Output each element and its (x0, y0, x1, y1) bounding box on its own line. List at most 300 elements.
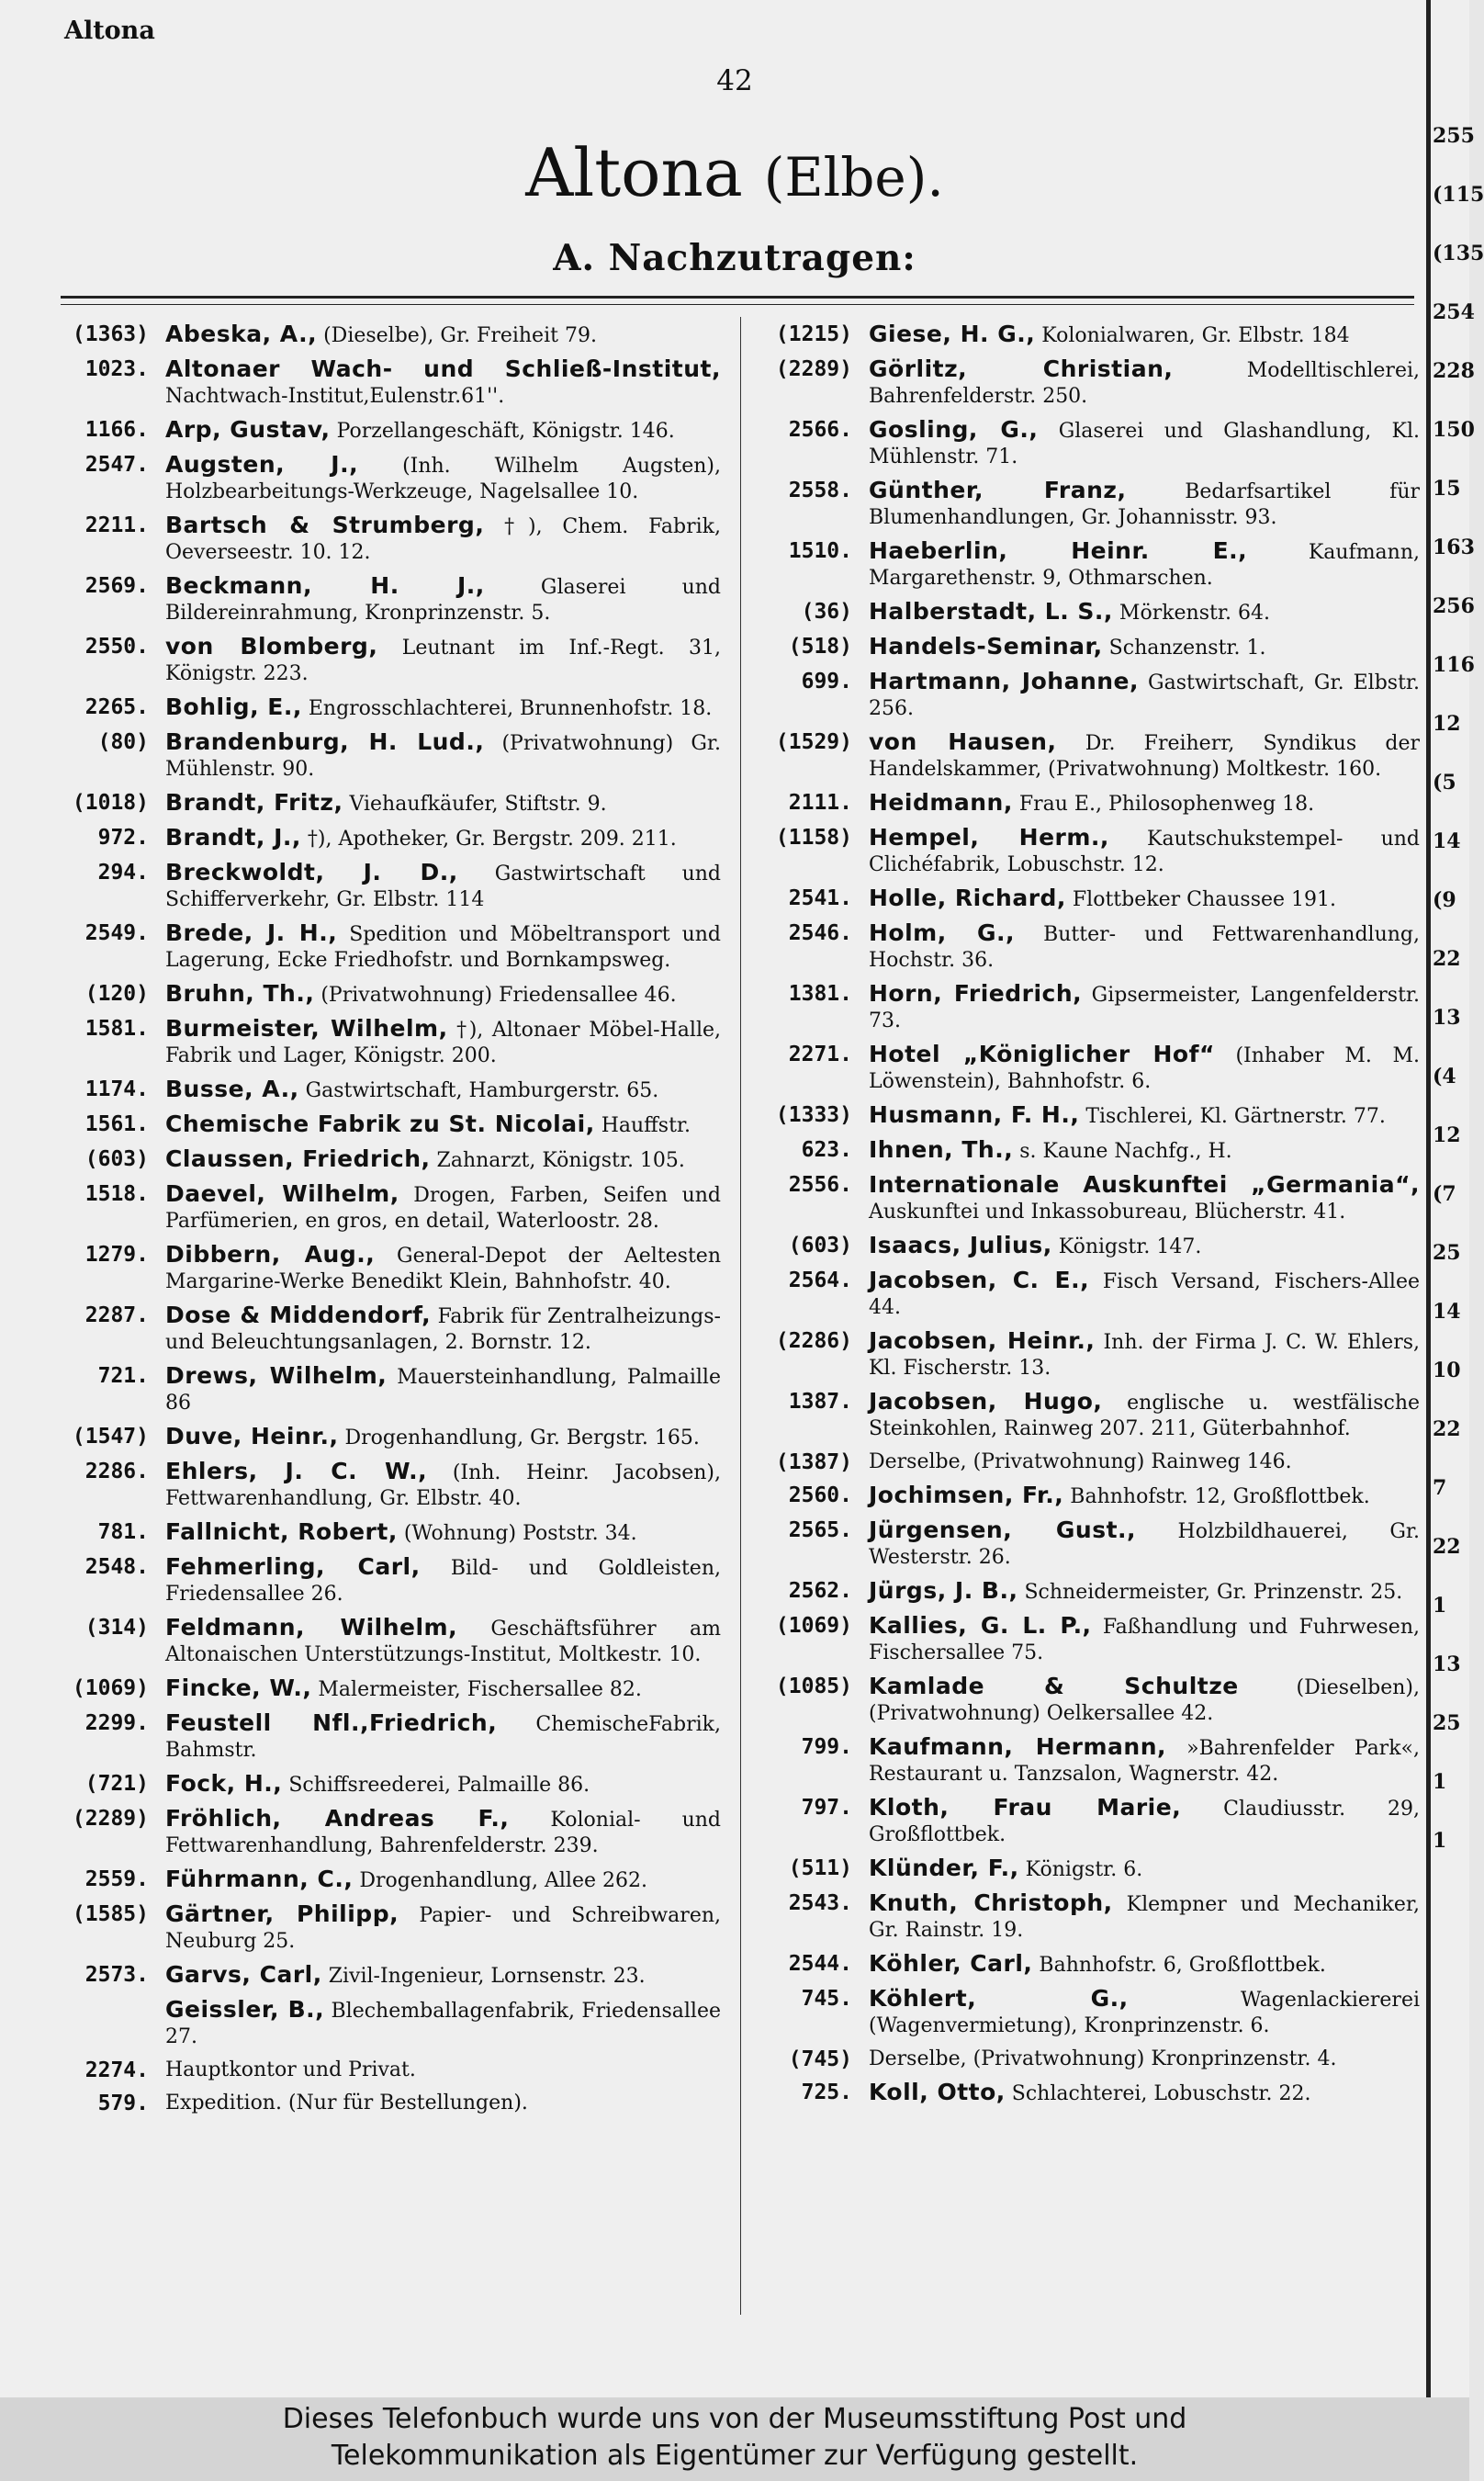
entry-text (149, 1710, 721, 1764)
directory-entry (55, 825, 721, 852)
subscriber-name: Kamlade & Schultze (869, 1673, 1239, 1699)
subscriber-name: Gosling, G., (869, 416, 1039, 443)
phone-number: 781. (97, 1520, 149, 1544)
entry-details: Kolonial- und Fettwarenhandlung, Bahrenfelderstr. 239. (165, 1809, 721, 1857)
subscriber-name: Gärtner, Philipp, (165, 1900, 399, 1927)
entry-text (852, 1042, 1420, 1095)
directory-entry (55, 513, 721, 566)
entry-text (852, 321, 1420, 349)
subscriber-name: Busse, A., (165, 1076, 299, 1102)
margin-number: (135 (1433, 242, 1484, 265)
phone-number: 1174. (84, 1077, 149, 1101)
phone-number: (1018) (72, 791, 149, 815)
entry-details: Drogen, Farben, Seifen und Parfümerien, en gros, en detail, Waterloostr. 28. (165, 1184, 721, 1233)
entry-text (852, 729, 1420, 783)
subscriber-name: Koll, Otto, (869, 2079, 1006, 2105)
entry-text (852, 1137, 1420, 1165)
subscriber-name: Jacobsen, Hugo, (869, 1388, 1103, 1415)
entry-text (149, 1016, 721, 1069)
entry-details: Kolonialwaren, Gr. Elbstr. 184 (1041, 324, 1350, 347)
directory-entry (55, 1146, 721, 1174)
directory-entry (55, 2091, 721, 2116)
directory-entry (55, 1459, 721, 1512)
entry-text (852, 1578, 1420, 1606)
subscriber-name: Brede, J. H., (165, 919, 338, 946)
entry-details: Engrosschlachterei, Brunnenhofstr. 18. (308, 697, 713, 720)
phone-number: 1023. (84, 357, 149, 381)
phone-number: 2287. (84, 1303, 149, 1327)
entry-details: Leutnant im Inf.-Regt. 31, Königstr. 223. (165, 637, 721, 685)
phone-number: 2565. (788, 1518, 852, 1542)
phone-number: 623. (801, 1138, 852, 1162)
entry-details: Faßhandlung und Fuhrwesen, Fischersallee 75. (869, 1616, 1420, 1664)
entry-text (149, 981, 721, 1009)
directory-entry (759, 2080, 1420, 2107)
entry-text (852, 790, 1420, 818)
entry-text (149, 573, 721, 626)
directory-entry (759, 1890, 1420, 1944)
left-column (55, 321, 721, 2124)
margin-number: 22 (1433, 1535, 1461, 1559)
subscriber-name: Führmann, C., (165, 1866, 354, 1892)
entry-text (149, 1962, 721, 1990)
entry-details: Bahnhofstr. 6, Großflottbek. (1039, 1954, 1326, 1977)
entry-text (149, 1242, 721, 1295)
entry-text (149, 920, 721, 974)
entry-details: »Bahrenfelder Park«, Restaurant u. Tanzsalon, Wagnerstr. 42. (869, 1737, 1420, 1786)
directory-entry (759, 478, 1420, 531)
subscriber-name: Breckwoldt, J. D., (165, 859, 458, 885)
directory-entry (55, 729, 721, 783)
entry-text (852, 478, 1420, 531)
entry-details: Nachtwach-Institut,Eulenstr.61''. (165, 385, 505, 408)
phone-number: 2211. (84, 513, 149, 537)
phone-number: (1387) (775, 1450, 852, 1474)
entry-text (852, 1613, 1420, 1666)
subscriber-name: Fehmerling, Carl, (165, 1553, 421, 1580)
directory-entry (55, 1181, 721, 1235)
subscriber-name: Holle, Richard, (869, 885, 1066, 911)
entry-text (149, 1554, 721, 1607)
entry-details: Bahnhofstr. 12, Großflottbek. (1070, 1485, 1370, 1508)
directory-entry (759, 1734, 1420, 1787)
subscriber-name: Horn, Friedrich, (869, 980, 1083, 1007)
subscriber-name: Köhlert, G., (869, 1985, 1129, 2012)
directory-entry (55, 1363, 721, 1416)
entry-details: Derselbe, (Privatwohnung) Rainweg 146. (869, 1450, 1292, 1473)
subscriber-name: Hartmann, Johanne, (869, 668, 1139, 694)
entry-text (852, 1102, 1420, 1130)
margin-number: 13 (1433, 1006, 1461, 1030)
phone-number: 2274. (84, 2058, 149, 2082)
footer-line-2: Telekommunikation als Eigentümer zur Verfügung gestellt. (331, 2440, 1139, 2472)
subscriber-name: Knuth, Christoph, (869, 1889, 1113, 1916)
directory-entry (759, 599, 1420, 626)
footer-line-1: Dieses Telefonbuch wurde uns von der Museumsstiftung Post und (282, 2403, 1187, 2435)
entry-text (852, 1328, 1420, 1381)
directory-entry (759, 1172, 1420, 1225)
directory-entry (55, 573, 721, 626)
phone-number: (2289) (72, 1807, 149, 1831)
phone-number: 2286. (84, 1460, 149, 1483)
entry-details: Dr. Freiherr, Syndikus der Handelskammer, (Privatwohnung) Moltkestr. 160. (869, 732, 1420, 781)
entry-details: Schlachterei, Lobuschstr. 22. (1011, 2082, 1311, 2105)
phone-number: 1279. (84, 1243, 149, 1267)
directory-entry (759, 1268, 1420, 1321)
entry-details: (Privatwohnung) Gr. Mühlenstr. 90. (165, 732, 722, 781)
entry-text (149, 694, 721, 722)
subscriber-name: Bohlig, E., (165, 694, 302, 720)
entry-details: †), Chem. Fabrik, Oeverseestr. 10. 12. (165, 515, 721, 564)
directory-entry (55, 1615, 721, 1668)
margin-number: 22 (1433, 947, 1461, 971)
subscriber-name: Holm, G., (869, 919, 1015, 946)
entry-details: Wagenlackiererei (Wagenvermietung), Kronprinzenstr. 6. (869, 1989, 1420, 2037)
entry-details: (Privatwohnung) Friedensallee 46. (320, 984, 677, 1007)
entry-text (852, 885, 1420, 913)
directory-entry (55, 452, 721, 505)
margin-number: 10 (1433, 1359, 1461, 1382)
directory-entry (759, 669, 1420, 722)
entry-details: †), Altonaer Möbel-Halle, Fabrik und Lager, Königstr. 200. (165, 1019, 721, 1067)
entry-details: s. Kaune Nachfg., H. (1019, 1140, 1232, 1163)
entry-details: Gipsermeister, Langenfelderstr. 73. (869, 984, 1420, 1032)
running-head: Altona (64, 17, 155, 45)
phone-number: 2548. (84, 1555, 149, 1579)
subscriber-name: Halberstadt, L. S., (869, 598, 1113, 625)
subscriber-name: Geissler, B., (165, 1996, 325, 2023)
entry-details: Hauptkontor und Privat. (165, 2058, 416, 2081)
directory-entry (759, 1986, 1420, 2039)
entry-details: Drogenhandlung, Allee 262. (359, 1869, 647, 1892)
entry-text (149, 1806, 721, 1859)
right-column (759, 321, 1420, 2114)
entry-text (149, 2058, 721, 2083)
phone-number: 699. (801, 670, 852, 694)
entry-details: Claudiusstr. 29, Großflottbek. (869, 1798, 1420, 1846)
subscriber-name: Dose & Middendorf, (165, 1302, 432, 1328)
entry-text (852, 1674, 1420, 1727)
entry-details: Drogenhandlung, Gr. Bergstr. 165. (344, 1427, 700, 1449)
subscriber-name: Fincke, W., (165, 1675, 312, 1701)
entry-text (852, 1517, 1420, 1571)
entry-text (852, 825, 1420, 878)
subscriber-name: Görlitz, Christian, (869, 355, 1174, 382)
entry-details: Porzellangeschäft, Königstr. 146. (336, 420, 675, 443)
entry-details: Auskunftei und Inkassobureau, Blücherstr. 41. (869, 1201, 1346, 1224)
margin-number: (4 (1433, 1065, 1456, 1088)
entry-text (852, 1855, 1420, 1883)
subscriber-name: Chemische Fabrik zu St. Nicolai, (165, 1111, 595, 1137)
phone-number: 2569. (84, 574, 149, 598)
phone-number: 1561. (84, 1112, 149, 1136)
directory-entry (759, 1613, 1420, 1666)
subscriber-name: Brandt, Fritz, (165, 789, 343, 816)
margin-number: 7 (1433, 1476, 1447, 1500)
entry-details: General-Depot der Aeltesten Margarine-Werke Benedikt Klein, Bahnhofstr. 40. (165, 1245, 721, 1293)
subscriber-name: Kaufmann, Hermann, (869, 1733, 1167, 1760)
phone-number: 799. (801, 1735, 852, 1759)
margin-number: 25 (1433, 1241, 1461, 1265)
phone-number: 972. (97, 826, 149, 850)
margin-number: 14 (1433, 1300, 1461, 1324)
subscriber-name: Jacobsen, C. E., (869, 1267, 1090, 1293)
directory-entry (759, 825, 1420, 878)
directory-entry (55, 356, 721, 410)
directory-entry (759, 1795, 1420, 1848)
subscriber-name: Dibbern, Aug., (165, 1241, 376, 1268)
margin-number: 163 (1433, 536, 1475, 559)
phone-number: (745) (788, 2047, 852, 2071)
phone-number (55, 1997, 149, 2050)
phone-number: (1529) (775, 730, 852, 754)
margin-number: 255 (1433, 124, 1475, 148)
phone-number: 579. (97, 2092, 149, 2115)
directory-entry (759, 1951, 1420, 1979)
phone-number: 721. (97, 1364, 149, 1388)
directory-entry (55, 790, 721, 818)
entry-text (149, 1181, 721, 1235)
subscriber-name: Augsten, J., (165, 451, 359, 478)
subscriber-name: Klünder, F., (869, 1855, 1019, 1881)
phone-number: 745. (801, 1987, 852, 2011)
margin-number: 15 (1433, 477, 1461, 501)
phone-number: (120) (84, 982, 149, 1006)
directory-entry (55, 1519, 721, 1547)
entry-text (149, 1771, 721, 1799)
page-number: 42 (716, 64, 753, 97)
entry-details: Zahnarzt, Königstr. 105. (436, 1149, 685, 1172)
subscriber-name: Kallies, G. L. P., (869, 1612, 1092, 1639)
subscriber-name: Fröhlich, Andreas F., (165, 1805, 510, 1832)
phone-number: 2559. (84, 1867, 149, 1891)
directory-entry (55, 1806, 721, 1859)
subscriber-name: Feustell Nfl.,Friedrich, (165, 1709, 498, 1736)
phone-number: 1581. (84, 1017, 149, 1041)
entry-details: Tischlerei, Kl. Gärtnerstr. 77. (1085, 1105, 1386, 1128)
phone-number: 797. (801, 1796, 852, 1820)
subscriber-name: Feldmann, Wilhelm, (165, 1614, 458, 1641)
entry-details: Kautschukstempel- und Clichéfabrik, Lobuschstr. 12. (869, 828, 1420, 876)
directory-entry (759, 1449, 1420, 1475)
subscriber-name: Bruhn, Th., (165, 980, 315, 1007)
phone-number: (603) (84, 1147, 149, 1171)
entry-details: Bild- und Goldleisten, Friedensallee 26. (165, 1557, 721, 1606)
directory-entry (55, 1303, 721, 1356)
entry-text (149, 356, 721, 410)
subscriber-name: Handels-Seminar, (869, 633, 1103, 660)
phone-number: 2271. (788, 1043, 852, 1066)
entry-details: (Inh. Heinr. Jacobsen), Fettwarenhandlung, Gr. Elbstr. 40. (165, 1461, 721, 1510)
entry-details: Fabrik für Zentralheizungs- und Beleuchtungsanlagen, 2. Bornstr. 12. (165, 1305, 721, 1354)
entry-details: Schanzenstr. 1. (1108, 637, 1266, 660)
subscriber-name: Jacobsen, Heinr., (869, 1327, 1096, 1354)
phone-number: 2544. (788, 1952, 852, 1976)
entry-text (149, 1363, 721, 1416)
phone-number: 1381. (788, 982, 852, 1006)
subscriber-name: Brandt, J., (165, 824, 301, 851)
entry-text (852, 1172, 1420, 1225)
phone-number: 1166. (84, 418, 149, 442)
entry-details: Mauersteinhandlung, Palmaille 86 (165, 1366, 721, 1415)
entry-details: Holzbildhauerei, Gr. Westerstr. 26. (869, 1520, 1421, 1569)
entry-text (149, 1459, 721, 1512)
phone-number: (2286) (775, 1329, 852, 1353)
phone-number: 2299. (84, 1711, 149, 1735)
directory-entry (759, 1578, 1420, 1606)
margin-number: 12 (1433, 1123, 1461, 1147)
margin-number: 22 (1433, 1417, 1461, 1441)
directory-entry (55, 1077, 721, 1104)
subscriber-name: Heidmann, (869, 789, 1013, 816)
subscriber-name: Jochimsen, Fr., (869, 1482, 1064, 1508)
directory-entry (759, 356, 1420, 410)
directory-entry (759, 1042, 1420, 1095)
phone-number: (1215) (775, 322, 852, 346)
entry-details: Schiffsreederei, Palmaille 86. (288, 1774, 590, 1797)
entry-details: (Inhaber M. M. Löwenstein), Bahnhofstr. 6. (869, 1044, 1420, 1093)
phone-number: (36) (801, 600, 852, 624)
phone-number: (511) (788, 1856, 852, 1880)
entry-text (149, 452, 721, 505)
margin-number: 1 (1433, 1594, 1447, 1618)
entry-details: Viehaufkäufer, Stiftstr. 9. (349, 793, 607, 816)
entry-text (149, 1901, 721, 1955)
entry-details: Modelltischlerei, Bahrenfelderstr. 250. (869, 359, 1420, 408)
entry-text (149, 417, 721, 445)
subscriber-name: Burmeister, Wilhelm, (165, 1015, 448, 1042)
directory-entry (759, 1517, 1420, 1571)
entry-text (852, 669, 1420, 722)
directory-entry (759, 321, 1420, 349)
margin-number: 254 (1433, 300, 1475, 324)
directory-entry (759, 1389, 1420, 1442)
entry-details: Papier- und Schreibwaren, Neuburg 25. (165, 1904, 721, 1953)
entry-details: Butter- und Fettwarenhandlung, Hochstr. 36. (869, 923, 1420, 972)
entry-details: (Wohnung) Poststr. 34. (403, 1522, 637, 1545)
entry-text (852, 1951, 1420, 1979)
entry-text (852, 1449, 1420, 1475)
entry-text (852, 1483, 1420, 1510)
directory-entry (759, 1137, 1420, 1165)
phone-number: 2265. (84, 695, 149, 719)
directory-entry (55, 634, 721, 687)
entry-details: Inh. der Firma J. C. W. Ehlers, Kl. Fischerstr. 13. (869, 1331, 1421, 1380)
phone-number: 2566. (788, 418, 852, 442)
subscriber-name: Husmann, F. H., (869, 1101, 1080, 1128)
entry-text (852, 1389, 1420, 1442)
subscriber-name: Jürgs, J. B., (869, 1577, 1018, 1604)
entry-details: Bedarfsartikel für Blumenhandlungen, Gr. Johannisstr. 93. (869, 480, 1421, 529)
phone-number: (1158) (775, 826, 852, 850)
directory-entry (55, 417, 721, 445)
phone-number: 725. (801, 2081, 852, 2104)
entry-text (852, 1233, 1420, 1260)
entry-details: Mörkenstr. 64. (1119, 602, 1270, 625)
directory-entry (759, 1233, 1420, 1260)
entry-text (149, 1111, 721, 1139)
margin-number: 14 (1433, 829, 1461, 853)
entry-details: Geschäftsführer am Altonaischen Unterstützungs-Institut, Moltkestr. 10. (165, 1618, 721, 1666)
subscriber-name: Internationale Auskunftei „Germania“, (869, 1171, 1420, 1198)
phone-number: 2573. (84, 1963, 149, 1987)
entry-text (149, 1615, 721, 1668)
entry-text (852, 981, 1420, 1034)
entry-details: Schneidermeister, Gr. Prinzenstr. 25. (1024, 1581, 1403, 1604)
entry-text (149, 1424, 721, 1451)
entry-details: Gastwirtschaft, Hamburgerstr. 65. (305, 1079, 659, 1102)
phone-number: 294. (97, 861, 149, 885)
phone-number: 2556. (788, 1173, 852, 1197)
phone-number: 2111. (788, 791, 852, 815)
entry-details: ChemischeFabrik, Bahmstr. (165, 1713, 721, 1762)
subscriber-name: Isaacs, Julius, (869, 1232, 1052, 1258)
directory-entry (55, 1771, 721, 1799)
directory-entry (55, 1424, 721, 1451)
entry-text (852, 1734, 1420, 1787)
entry-details: Fisch Versand, Fischers-Allee 44. (869, 1270, 1420, 1319)
entry-details: Klempner und Mechaniker, Gr. Rainstr. 19. (869, 1893, 1420, 1942)
subscriber-name: Jürgensen, Gust., (869, 1517, 1137, 1543)
entry-text (852, 1986, 1420, 2039)
entry-text (149, 634, 721, 687)
margin-number: 256 (1433, 594, 1475, 618)
entry-text (852, 634, 1420, 661)
directory-entry (759, 634, 1420, 661)
entry-text (149, 790, 721, 818)
entry-details: Glaserei und Bildereinrahmung, Kronprinzenstr. 5. (165, 576, 721, 625)
entry-details: Frau E., Philosophenweg 18. (1018, 793, 1315, 816)
directory-entry (55, 1242, 721, 1295)
phone-number: 2560. (788, 1483, 852, 1507)
margin-number: 12 (1433, 712, 1461, 736)
directory-entry (759, 1102, 1420, 1130)
directory-entry (759, 538, 1420, 592)
directory-entry (759, 1855, 1420, 1883)
phone-number: 2541. (788, 886, 852, 910)
subscriber-name: Abeska, A., (165, 321, 318, 347)
directory-entry (759, 885, 1420, 913)
adjacent-page-margin (1433, 0, 1484, 2397)
directory-entry (55, 1962, 721, 1990)
entry-text (149, 1303, 721, 1356)
directory-entry (55, 1675, 721, 1703)
directory-entry (759, 1483, 1420, 1510)
title-suffix: (Elbe). (763, 146, 944, 209)
subscriber-name: Daevel, Wilhelm, (165, 1180, 399, 1207)
phone-number: 1387. (788, 1390, 852, 1414)
entry-text (852, 356, 1420, 410)
phone-number: 2562. (788, 1579, 852, 1603)
entry-text (149, 860, 721, 913)
entry-text (149, 2091, 721, 2116)
entry-text (852, 1795, 1420, 1848)
phone-number: (603) (788, 1234, 852, 1257)
phone-number: 2546. (788, 921, 852, 945)
subscriber-name: Drews, Wilhelm, (165, 1362, 388, 1389)
phone-number: 2543. (788, 1891, 852, 1915)
directory-entry (55, 1866, 721, 1894)
directory-entry (55, 1111, 721, 1139)
entry-details: Blechemballagenfabrik, Friedensallee 27. (165, 2000, 721, 2048)
entry-details: Spedition und Möbeltransport und Lagerung, Ecke Friedhofstr. und Bornkampsweg. (165, 923, 721, 972)
directory-entry (759, 2047, 1420, 2072)
entry-text (852, 1890, 1420, 1944)
entry-text (852, 920, 1420, 974)
subscriber-name: Arp, Gustav, (165, 416, 331, 443)
directory-entry (759, 920, 1420, 974)
entry-details: Gastwirtschaft, Gr. Elbstr. 256. (869, 671, 1421, 720)
